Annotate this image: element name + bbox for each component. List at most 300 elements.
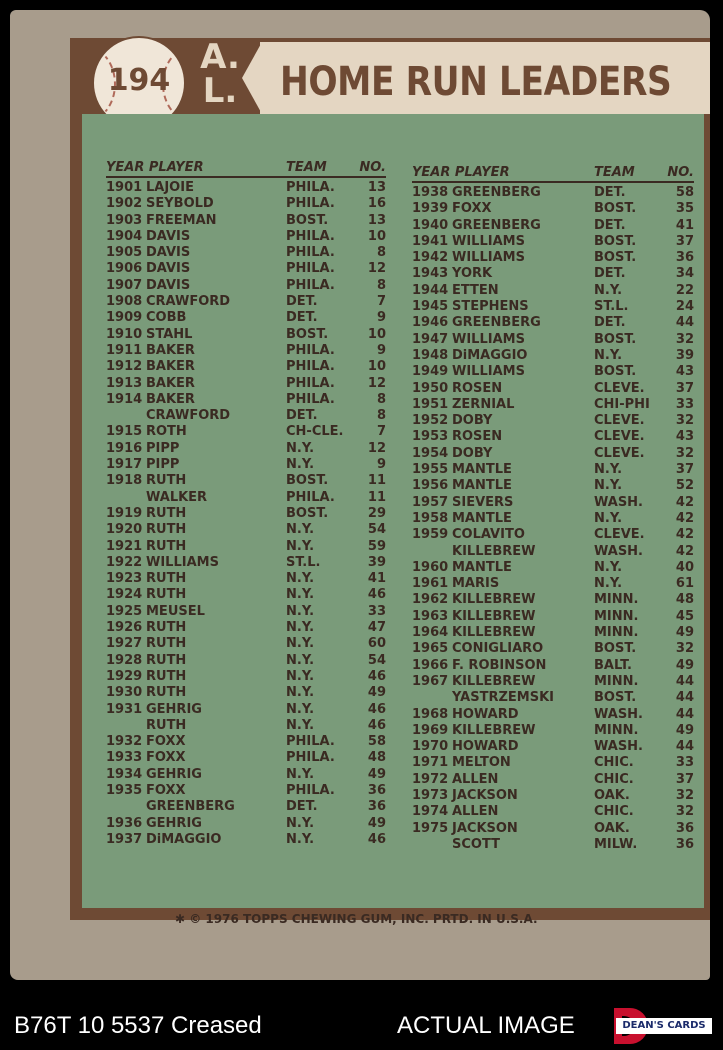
card-title: HOME RUN LEADERS bbox=[280, 59, 672, 105]
table-row bbox=[106, 816, 386, 832]
row-no: 47 bbox=[367, 620, 386, 636]
row-year: 1903 bbox=[106, 212, 143, 228]
row-no: 43 bbox=[675, 429, 694, 445]
row-player: MANTLE bbox=[452, 478, 512, 494]
row-team: BOST. bbox=[286, 212, 329, 228]
row-no: 44 bbox=[675, 739, 694, 755]
row-no: 46 bbox=[367, 717, 386, 733]
card-back bbox=[10, 10, 710, 980]
row-team: DET. bbox=[286, 408, 318, 424]
row-year: 1974 bbox=[412, 804, 449, 820]
row-year: 1952 bbox=[412, 413, 449, 429]
row-player: GEHRIG bbox=[146, 701, 202, 717]
right-column bbox=[412, 165, 694, 853]
table-row bbox=[106, 506, 386, 522]
table-row bbox=[412, 592, 694, 608]
row-year: 1942 bbox=[412, 250, 449, 266]
row-team: N.Y. bbox=[286, 457, 315, 473]
row-year: 1917 bbox=[106, 457, 143, 473]
row-no: 49 bbox=[367, 685, 386, 701]
row-no: 39 bbox=[367, 554, 386, 570]
row-team: PHILA. bbox=[286, 782, 335, 798]
row-no: 11 bbox=[367, 473, 386, 489]
row-player: GREENBERG bbox=[146, 799, 235, 815]
row-no: 12 bbox=[367, 375, 386, 391]
row-player: MANTLE bbox=[452, 462, 512, 478]
table-row bbox=[412, 544, 694, 560]
row-no: 22 bbox=[675, 282, 694, 298]
row-team: MINN. bbox=[594, 625, 639, 641]
row-year: 1947 bbox=[412, 331, 449, 347]
row-team: N.Y. bbox=[286, 538, 315, 554]
row-team: OAK. bbox=[594, 820, 630, 836]
row-year: 1938 bbox=[412, 185, 449, 200]
table-row bbox=[106, 832, 386, 848]
row-year: 1957 bbox=[412, 494, 449, 510]
table-row bbox=[412, 413, 694, 429]
header-year-player: YEAR PLAYER bbox=[106, 160, 204, 175]
row-team: DET. bbox=[594, 315, 626, 331]
row-no: 13 bbox=[367, 212, 386, 228]
row-team: N.Y. bbox=[286, 522, 315, 538]
row-player: BAKER bbox=[146, 342, 195, 358]
row-year: 1963 bbox=[412, 608, 449, 624]
row-team: N.Y. bbox=[594, 559, 623, 575]
table-row bbox=[412, 185, 694, 201]
row-no: 32 bbox=[675, 641, 694, 657]
row-team: N.Y. bbox=[286, 685, 315, 701]
row-year: 1956 bbox=[412, 478, 449, 494]
row-year: 1920 bbox=[106, 522, 143, 538]
row-no: 13 bbox=[367, 180, 386, 195]
row-player: ROSEN bbox=[452, 429, 503, 445]
actual-image-label: ACTUAL IMAGE bbox=[397, 1012, 575, 1039]
row-team: MINN. bbox=[594, 722, 639, 738]
row-no: 12 bbox=[367, 440, 386, 456]
table-row bbox=[412, 739, 694, 755]
row-no: 7 bbox=[376, 424, 386, 440]
row-player: MELTON bbox=[452, 755, 511, 771]
table-row bbox=[106, 213, 386, 229]
table-row bbox=[412, 348, 694, 364]
column-header bbox=[412, 165, 694, 183]
row-player: DOBY bbox=[452, 413, 493, 429]
table-row bbox=[106, 376, 386, 392]
row-no: 37 bbox=[675, 462, 694, 478]
table-row bbox=[106, 180, 386, 196]
row-team: N.Y. bbox=[594, 576, 623, 592]
card-number: 194 bbox=[107, 63, 171, 98]
table-row bbox=[412, 821, 694, 837]
row-player: CRAWFORD bbox=[146, 408, 231, 424]
row-player: RUTH bbox=[146, 505, 187, 521]
row-player: DAVIS bbox=[146, 261, 191, 277]
row-year: 1962 bbox=[412, 592, 449, 608]
row-no: 46 bbox=[367, 587, 386, 603]
row-year: 1918 bbox=[106, 473, 143, 489]
row-no: 8 bbox=[376, 391, 386, 407]
row-year: 1937 bbox=[106, 831, 143, 847]
row-team: CHIC. bbox=[594, 755, 634, 771]
row-year: 1959 bbox=[412, 527, 449, 543]
row-year: 1913 bbox=[106, 375, 143, 391]
row-year: 1916 bbox=[106, 440, 143, 456]
row-player: RUTH bbox=[146, 620, 187, 636]
table-row bbox=[106, 457, 386, 473]
row-team: PHILA. bbox=[286, 245, 335, 261]
row-year: 1951 bbox=[412, 396, 449, 412]
row-year: 1928 bbox=[106, 652, 143, 668]
row-team: BOST. bbox=[594, 233, 637, 249]
row-year: 1931 bbox=[106, 701, 143, 717]
row-player: KILLEBREW bbox=[452, 592, 536, 608]
row-player: CRAWFORD bbox=[146, 294, 231, 310]
row-player: KILLEBREW bbox=[452, 543, 536, 559]
table-row bbox=[412, 381, 694, 397]
table-row bbox=[412, 462, 694, 478]
row-team: PHILA. bbox=[286, 180, 335, 195]
row-player: WILLIAMS bbox=[452, 233, 525, 249]
row-no: 49 bbox=[367, 815, 386, 831]
table-row bbox=[106, 555, 386, 571]
table-row bbox=[106, 587, 386, 603]
table-row bbox=[412, 397, 694, 413]
row-team: N.Y. bbox=[286, 636, 315, 652]
row-team: N.Y. bbox=[286, 668, 315, 684]
table-row bbox=[106, 539, 386, 555]
row-year: 1944 bbox=[412, 282, 449, 298]
row-no: 49 bbox=[675, 722, 694, 738]
row-no: 35 bbox=[675, 201, 694, 217]
row-player: MEUSEL bbox=[146, 603, 205, 619]
row-year: 1910 bbox=[106, 326, 143, 342]
row-team: PHILA. bbox=[286, 261, 335, 277]
row-player: FOXX bbox=[146, 734, 186, 750]
row-team: DET. bbox=[594, 185, 626, 200]
row-no: 42 bbox=[675, 543, 694, 559]
row-no: 8 bbox=[376, 408, 386, 424]
table-row bbox=[106, 473, 386, 489]
row-team: N.Y. bbox=[286, 701, 315, 717]
table-row bbox=[106, 799, 386, 815]
header-no: NO. bbox=[359, 160, 386, 175]
row-no: 32 bbox=[675, 787, 694, 803]
row-no: 40 bbox=[675, 559, 694, 575]
row-team: MILW. bbox=[594, 836, 638, 852]
row-team: BOST. bbox=[594, 250, 637, 266]
table-row bbox=[106, 718, 386, 734]
row-no: 36 bbox=[675, 836, 694, 852]
table-row bbox=[106, 750, 386, 766]
row-year: 1921 bbox=[106, 538, 143, 554]
row-player: RUTH bbox=[146, 571, 187, 587]
row-no: 8 bbox=[376, 245, 386, 261]
row-player: WILLIAMS bbox=[452, 250, 525, 266]
row-year: 1901 bbox=[106, 180, 143, 195]
table-row bbox=[412, 299, 694, 315]
row-player: DAVIS bbox=[146, 277, 191, 293]
row-player: DAVIS bbox=[146, 228, 191, 244]
table-row bbox=[106, 392, 386, 408]
row-no: 52 bbox=[675, 478, 694, 494]
row-year: 1961 bbox=[412, 576, 449, 592]
table-row bbox=[412, 707, 694, 723]
row-team: DET. bbox=[594, 266, 626, 282]
row-team: CHIC. bbox=[594, 771, 634, 787]
table-row bbox=[412, 250, 694, 266]
row-no: 61 bbox=[675, 576, 694, 592]
row-team: DET. bbox=[286, 310, 318, 326]
row-no: 7 bbox=[376, 294, 386, 310]
row-player: HOWARD bbox=[452, 706, 519, 722]
table-row bbox=[106, 441, 386, 457]
row-no: 48 bbox=[675, 592, 694, 608]
row-no: 54 bbox=[367, 652, 386, 668]
column-header bbox=[106, 160, 386, 178]
row-team: MINN. bbox=[594, 673, 639, 689]
row-no: 44 bbox=[675, 673, 694, 689]
row-no: 60 bbox=[367, 636, 386, 652]
row-player: BAKER bbox=[146, 375, 195, 391]
row-no: 10 bbox=[367, 359, 386, 375]
row-player: FREEMAN bbox=[146, 212, 217, 228]
row-year: 1966 bbox=[412, 657, 449, 673]
row-year: 1970 bbox=[412, 739, 449, 755]
header-team: TEAM bbox=[594, 165, 635, 180]
table-row bbox=[412, 837, 694, 853]
row-team: ST.L. bbox=[594, 299, 629, 315]
row-year: 1926 bbox=[106, 620, 143, 636]
row-no: 29 bbox=[367, 505, 386, 521]
table-row bbox=[412, 315, 694, 331]
row-team: N.Y. bbox=[286, 815, 315, 831]
table-row bbox=[412, 772, 694, 788]
table-row bbox=[412, 234, 694, 250]
row-team: N.Y. bbox=[286, 766, 315, 782]
row-no: 44 bbox=[675, 315, 694, 331]
row-player: FOXX bbox=[452, 201, 492, 217]
row-no: 43 bbox=[675, 364, 694, 380]
table-row bbox=[106, 343, 386, 359]
row-team: PHILA. bbox=[286, 342, 335, 358]
header-team: TEAM bbox=[286, 160, 327, 175]
row-year: 1935 bbox=[106, 782, 143, 798]
table-row bbox=[106, 490, 386, 506]
left-column bbox=[106, 160, 386, 848]
row-no: 36 bbox=[367, 782, 386, 798]
table-row bbox=[106, 310, 386, 326]
row-no: 10 bbox=[367, 326, 386, 342]
row-no: 59 bbox=[367, 538, 386, 554]
row-player: RUTH bbox=[146, 636, 187, 652]
table-row bbox=[412, 576, 694, 592]
table-row bbox=[412, 625, 694, 641]
row-player: RUTH bbox=[146, 522, 187, 538]
row-team: CLEVE. bbox=[594, 445, 645, 461]
row-team: PHILA. bbox=[286, 391, 335, 407]
row-year: 1946 bbox=[412, 315, 449, 331]
row-player: RUTH bbox=[146, 538, 187, 554]
row-player: GREENBERG bbox=[452, 185, 541, 200]
row-team: PHILA. bbox=[286, 750, 335, 766]
row-player: KILLEBREW bbox=[452, 608, 536, 624]
row-team: WASH. bbox=[594, 706, 643, 722]
row-no: 32 bbox=[675, 445, 694, 461]
row-player: COLAVITO bbox=[452, 527, 525, 543]
row-player: LAJOIE bbox=[146, 180, 194, 195]
row-year: 1915 bbox=[106, 424, 143, 440]
row-player: KILLEBREW bbox=[452, 673, 536, 689]
row-year: 1906 bbox=[106, 261, 143, 277]
row-no: 58 bbox=[367, 734, 386, 750]
row-year: 1967 bbox=[412, 673, 449, 689]
row-year: 1964 bbox=[412, 625, 449, 641]
row-year: 1930 bbox=[106, 685, 143, 701]
row-year: 1929 bbox=[106, 668, 143, 684]
row-player: ETTEN bbox=[452, 282, 499, 298]
league-line-1: A. bbox=[200, 37, 240, 77]
row-year: 1941 bbox=[412, 233, 449, 249]
row-year: 1924 bbox=[106, 587, 143, 603]
row-player: DiMAGGIO bbox=[452, 347, 528, 363]
row-player: MANTLE bbox=[452, 559, 512, 575]
row-team: CH-CLE. bbox=[286, 424, 344, 440]
row-player: SEYBOLD bbox=[146, 196, 214, 212]
table-row bbox=[106, 424, 386, 440]
row-year: 1908 bbox=[106, 294, 143, 310]
row-team: WASH. bbox=[594, 739, 643, 755]
row-team: DET. bbox=[286, 799, 318, 815]
row-year: 1909 bbox=[106, 310, 143, 326]
logo-text: DEAN'S CARDS bbox=[616, 1018, 712, 1034]
row-no: 44 bbox=[675, 690, 694, 706]
row-year: 1943 bbox=[412, 266, 449, 282]
row-player: MANTLE bbox=[452, 510, 512, 526]
table-row bbox=[106, 278, 386, 294]
row-year: 1950 bbox=[412, 380, 449, 396]
row-team: N.Y. bbox=[286, 717, 315, 733]
row-no: 37 bbox=[675, 380, 694, 396]
row-no: 54 bbox=[367, 522, 386, 538]
row-player: KILLEBREW bbox=[452, 625, 536, 641]
row-team: N.Y. bbox=[286, 571, 315, 587]
row-no: 48 bbox=[367, 750, 386, 766]
row-team: CLEVE. bbox=[594, 413, 645, 429]
table-row bbox=[412, 641, 694, 657]
table-row bbox=[412, 609, 694, 625]
row-year: 1927 bbox=[106, 636, 143, 652]
row-team: N.Y. bbox=[286, 620, 315, 636]
row-player: PIPP bbox=[146, 440, 180, 456]
table-row bbox=[106, 669, 386, 685]
row-no: 49 bbox=[367, 766, 386, 782]
row-year: 1971 bbox=[412, 755, 449, 771]
row-player: BAKER bbox=[146, 359, 195, 375]
row-year: 1904 bbox=[106, 228, 143, 244]
row-no: 33 bbox=[367, 603, 386, 619]
row-year: 1923 bbox=[106, 571, 143, 587]
row-no: 32 bbox=[675, 804, 694, 820]
row-year: 1905 bbox=[106, 245, 143, 261]
row-player: STEPHENS bbox=[452, 299, 529, 315]
row-year: 1925 bbox=[106, 603, 143, 619]
table-row bbox=[106, 783, 386, 799]
row-player: WILLIAMS bbox=[146, 554, 219, 570]
row-year: 1914 bbox=[106, 391, 143, 407]
row-team: CHI-PHI bbox=[594, 396, 650, 412]
row-player: F. ROBINSON bbox=[452, 657, 547, 673]
table-row bbox=[106, 408, 386, 424]
row-year: 1911 bbox=[106, 342, 143, 358]
row-no: 42 bbox=[675, 527, 694, 543]
row-year: 1919 bbox=[106, 505, 143, 521]
row-year: 1975 bbox=[412, 820, 449, 836]
table-row bbox=[412, 446, 694, 462]
row-player: YORK bbox=[452, 266, 493, 282]
table-row bbox=[106, 359, 386, 375]
row-year: 1907 bbox=[106, 277, 143, 293]
row-team: ST.L. bbox=[286, 554, 321, 570]
table-row bbox=[106, 261, 386, 277]
row-player: GREENBERG bbox=[452, 217, 541, 233]
row-player: KILLEBREW bbox=[452, 722, 536, 738]
table-row bbox=[106, 653, 386, 669]
row-year: 1936 bbox=[106, 815, 143, 831]
row-year: 1955 bbox=[412, 462, 449, 478]
row-no: 12 bbox=[367, 261, 386, 277]
table-row bbox=[412, 527, 694, 543]
row-year: 1939 bbox=[412, 201, 449, 217]
table-row bbox=[106, 294, 386, 310]
row-team: BOST. bbox=[594, 331, 637, 347]
table-row bbox=[412, 218, 694, 234]
row-no: 46 bbox=[367, 701, 386, 717]
row-player: JACKSON bbox=[452, 820, 518, 836]
row-player: WALKER bbox=[146, 489, 208, 505]
row-player: ZERNIAL bbox=[452, 396, 515, 412]
row-team: MINN. bbox=[594, 592, 639, 608]
row-player: RUTH bbox=[146, 473, 187, 489]
row-team: N.Y. bbox=[286, 440, 315, 456]
row-team: N.Y. bbox=[286, 587, 315, 603]
table-row bbox=[106, 522, 386, 538]
row-team: BOST. bbox=[286, 505, 329, 521]
row-no: 16 bbox=[367, 196, 386, 212]
row-year: 1922 bbox=[106, 554, 143, 570]
row-team: N.Y. bbox=[594, 462, 623, 478]
row-year: 1954 bbox=[412, 445, 449, 461]
row-player: RUTH bbox=[146, 685, 187, 701]
table-row bbox=[412, 788, 694, 804]
row-no: 36 bbox=[675, 250, 694, 266]
row-player: GEHRIG bbox=[146, 815, 202, 831]
row-no: 37 bbox=[675, 771, 694, 787]
row-team: BOST. bbox=[286, 326, 329, 342]
row-team: CHIC. bbox=[594, 804, 634, 820]
row-player: CONIGLIARO bbox=[452, 641, 544, 657]
row-year: 1965 bbox=[412, 641, 449, 657]
row-player: HOWARD bbox=[452, 739, 519, 755]
row-no: 36 bbox=[367, 799, 386, 815]
row-team: MINN. bbox=[594, 608, 639, 624]
row-team: CLEVE. bbox=[594, 429, 645, 445]
row-year: 1953 bbox=[412, 429, 449, 445]
table-row bbox=[412, 332, 694, 348]
row-player: SIEVERS bbox=[452, 494, 514, 510]
row-no: 42 bbox=[675, 510, 694, 526]
row-no: 36 bbox=[675, 820, 694, 836]
row-team: N.Y. bbox=[286, 652, 315, 668]
